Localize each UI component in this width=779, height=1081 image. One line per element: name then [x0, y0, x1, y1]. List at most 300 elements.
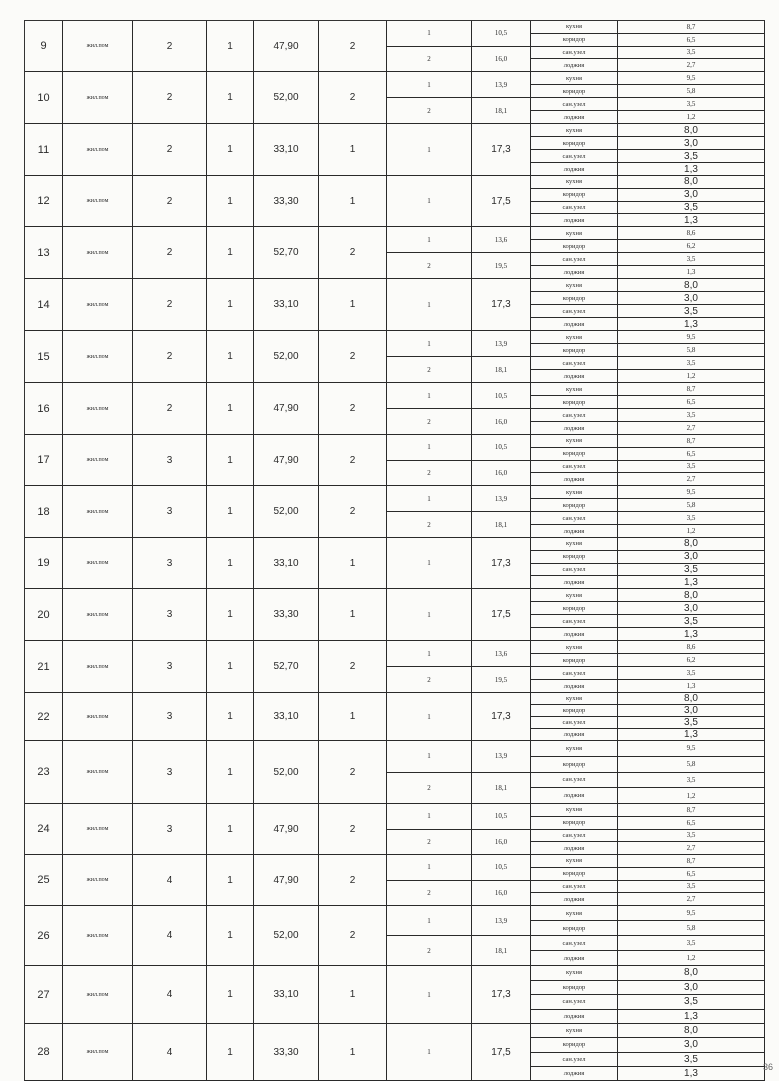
room-index: 2: [427, 837, 431, 846]
apartment-number: 23: [25, 741, 63, 803]
auxiliary-room-name: кухня: [531, 741, 618, 756]
auxiliary-room-area: 6,2: [686, 656, 696, 664]
auxiliary-room-row: [531, 842, 764, 854]
room-index-column: [387, 72, 472, 123]
room-index: 2: [427, 54, 431, 63]
total-area: 52,00: [254, 906, 319, 965]
auxiliary-room-area: 3,5: [684, 717, 698, 728]
living-area-column: [472, 124, 531, 175]
room-living-area: 13,9: [472, 331, 530, 357]
auxiliary-room-area: 2,7: [686, 475, 696, 484]
premises-type: жил.пом: [63, 741, 133, 803]
auxiliary-room-area: 1,3: [684, 628, 698, 640]
auxiliary-room-row: [531, 1067, 764, 1080]
auxiliary-room-row: [531, 773, 764, 789]
premises-type: жил.пом: [63, 279, 133, 330]
auxiliary-room-row: [531, 729, 764, 740]
auxiliary-room-row: [531, 253, 764, 266]
auxiliary-room-area: 1,2: [686, 791, 696, 800]
room-index: 1: [427, 990, 431, 999]
room-living-area: 17,3: [491, 144, 511, 155]
room-index: 1: [387, 486, 471, 512]
table-row: [25, 279, 765, 331]
auxiliary-room-name: сан.узел: [531, 773, 618, 788]
auxiliary-room-row: [531, 435, 764, 448]
auxiliary-room-row: [531, 305, 764, 318]
auxiliary-room-row: [531, 576, 764, 588]
auxiliary-room-row: [531, 512, 764, 525]
auxiliary-room-area: 6,5: [686, 449, 696, 458]
auxiliary-room-row: [531, 615, 764, 628]
floor-number: 3: [133, 804, 207, 854]
auxiliary-room-area: 3,5: [684, 563, 698, 575]
room-index-column: [387, 741, 472, 803]
auxiliary-room-area: 9,5: [686, 74, 696, 82]
room-index-column: [387, 176, 472, 226]
apartment-number: 18: [25, 486, 63, 537]
apartment-number: 10: [25, 72, 63, 123]
room-count: 1: [319, 589, 387, 640]
auxiliary-room-area: 2,7: [686, 424, 696, 432]
room-living-area: 13,9: [472, 486, 530, 512]
auxiliary-room-row: [531, 409, 764, 422]
auxiliary-room-row: [531, 921, 764, 936]
auxiliary-room-row: [531, 788, 764, 803]
auxiliary-room-name: сан.узел: [531, 150, 618, 162]
total-area: 33,10: [254, 124, 319, 175]
auxiliary-room-name: лоджия: [531, 59, 618, 71]
auxiliary-room-row: [531, 318, 764, 330]
auxiliary-rooms: [531, 383, 765, 434]
auxiliary-room-area: 3,0: [684, 1039, 698, 1051]
auxiliary-room-name: сан.узел: [531, 98, 618, 110]
total-area: 47,90: [254, 804, 319, 854]
auxiliary-room-area: 8,7: [686, 805, 696, 814]
section-number: 1: [207, 227, 254, 278]
room-living-area: 17,3: [491, 299, 511, 310]
floor-number: 4: [133, 906, 207, 965]
premises-type: жил.пом: [63, 693, 133, 740]
room-living-area: 10,5: [472, 435, 530, 461]
auxiliary-room-name: лоджия: [531, 1067, 618, 1080]
auxiliary-room-area: 8,0: [684, 693, 698, 704]
room-living-area: 13,6: [472, 227, 530, 253]
auxiliary-room-name: лоджия: [531, 1010, 618, 1024]
room-index: 1: [387, 435, 471, 461]
auxiliary-room-row: [531, 680, 764, 692]
table-row: [25, 538, 765, 589]
room-count: 1: [319, 966, 387, 1023]
room-count: 2: [319, 72, 387, 123]
auxiliary-room-row: [531, 667, 764, 680]
table-row: [25, 331, 765, 383]
auxiliary-room-name: сан.узел: [531, 936, 618, 950]
premises-type: жил.пом: [63, 227, 133, 278]
section-number: 1: [207, 1024, 254, 1080]
auxiliary-room-name: кухня: [531, 124, 618, 136]
auxiliary-room-area: 9,5: [686, 744, 696, 753]
auxiliary-room-name: лоджия: [531, 842, 618, 854]
floor-number: 2: [133, 124, 207, 175]
auxiliary-room-row: [531, 855, 764, 868]
apartment-number: 17: [25, 435, 63, 485]
floor-number: 3: [133, 641, 207, 692]
room-index-column: [387, 279, 472, 330]
floor-number: 3: [133, 538, 207, 588]
auxiliary-room-row: [531, 995, 764, 1010]
total-area: 47,90: [254, 383, 319, 434]
auxiliary-room-name: сан.узел: [531, 409, 618, 421]
auxiliary-room-row: [531, 396, 764, 409]
room-living-area: 16,0: [494, 837, 508, 846]
auxiliary-room-area: 3,5: [684, 150, 698, 162]
floor-number: 2: [133, 383, 207, 434]
room-count: 1: [319, 124, 387, 175]
room-count: 2: [319, 331, 387, 382]
section-number: 1: [207, 435, 254, 485]
living-area-column: [472, 589, 531, 640]
auxiliary-room-row: [531, 1038, 764, 1052]
room-index: 2: [427, 888, 431, 897]
auxiliary-room-area: 3,0: [684, 551, 698, 563]
auxiliary-rooms: [531, 21, 765, 71]
auxiliary-room-name: коридор: [531, 292, 618, 304]
living-area-column: [472, 176, 531, 226]
room-index: 1: [387, 641, 471, 667]
room-index: 1: [427, 197, 431, 205]
floor-number: 2: [133, 72, 207, 123]
table-row: [25, 855, 765, 906]
auxiliary-room-area: 8,0: [684, 589, 698, 601]
auxiliary-room-name: коридор: [531, 705, 618, 716]
auxiliary-room-row: [531, 214, 764, 226]
auxiliary-room-name: лоджия: [531, 318, 618, 330]
auxiliary-rooms: [531, 176, 765, 226]
premises-type: жил.пом: [63, 966, 133, 1023]
auxiliary-room-row: [531, 654, 764, 667]
auxiliary-room-area: 3,5: [686, 255, 696, 263]
room-index: 2: [427, 468, 431, 477]
total-area: 33,10: [254, 693, 319, 740]
auxiliary-room-area: 1,2: [686, 113, 696, 121]
auxiliary-room-area: 9,5: [686, 488, 696, 496]
room-index-column: [387, 804, 472, 854]
total-area: 47,90: [254, 21, 319, 71]
auxiliary-room-area: 1,3: [684, 214, 698, 226]
living-area-column: [472, 21, 531, 71]
auxiliary-room-name: коридор: [531, 34, 618, 46]
apartment-number: 21: [25, 641, 63, 692]
room-count: 2: [319, 227, 387, 278]
room-living-area: 10,5: [472, 21, 530, 47]
room-index-column: [387, 966, 472, 1023]
auxiliary-room-name: коридор: [531, 240, 618, 252]
total-area: 33,10: [254, 279, 319, 330]
room-count: 2: [319, 855, 387, 905]
auxiliary-room-name: кухня: [531, 804, 618, 816]
auxiliary-room-name: сан.узел: [531, 830, 618, 842]
section-number: 1: [207, 804, 254, 854]
section-number: 1: [207, 906, 254, 965]
auxiliary-room-area: 3,5: [686, 669, 696, 677]
auxiliary-room-row: [531, 72, 764, 85]
total-area: 52,70: [254, 227, 319, 278]
auxiliary-room-name: лоджия: [531, 111, 618, 123]
auxiliary-room-name: кухня: [531, 1024, 618, 1037]
auxiliary-room-name: лоджия: [531, 680, 618, 692]
auxiliary-room-row: [531, 422, 764, 434]
auxiliary-room-row: [531, 804, 764, 817]
auxiliary-rooms: [531, 741, 765, 803]
room-index: 1: [387, 383, 471, 409]
total-area: 52,00: [254, 72, 319, 123]
auxiliary-room-name: сан.узел: [531, 615, 618, 627]
auxiliary-room-row: [531, 589, 764, 602]
premises-type: жил.пом: [63, 331, 133, 382]
section-number: 1: [207, 855, 254, 905]
auxiliary-room-row: [531, 868, 764, 881]
auxiliary-rooms: [531, 855, 765, 905]
auxiliary-room-row: [531, 1024, 764, 1038]
auxiliary-room-area: 2,7: [686, 844, 696, 853]
floor-number: 2: [133, 176, 207, 226]
total-area: 52,70: [254, 641, 319, 692]
auxiliary-room-area: 5,8: [686, 924, 696, 932]
auxiliary-room-row: [531, 473, 764, 485]
auxiliary-room-area: 3,5: [686, 462, 696, 471]
auxiliary-room-name: сан.узел: [531, 202, 618, 214]
room-count: 2: [319, 804, 387, 854]
auxiliary-room-name: кухня: [531, 538, 618, 550]
auxiliary-room-area: 8,7: [686, 436, 696, 445]
room-index: 1: [387, 855, 471, 881]
auxiliary-room-area: 6,5: [686, 398, 696, 406]
living-area-column: [472, 966, 531, 1023]
room-living-area: 16,0: [494, 468, 508, 477]
section-number: 1: [207, 21, 254, 71]
table-row: [25, 589, 765, 641]
section-number: 1: [207, 72, 254, 123]
auxiliary-room-area: 3,5: [684, 996, 698, 1008]
section-number: 1: [207, 124, 254, 175]
living-area-column: [472, 906, 531, 965]
auxiliary-room-row: [531, 137, 764, 150]
auxiliary-room-area: 3,5: [686, 882, 696, 891]
auxiliary-rooms: [531, 966, 765, 1023]
auxiliary-room-area: 8,7: [686, 856, 696, 865]
auxiliary-room-row: [531, 357, 764, 370]
room-count: 2: [319, 435, 387, 485]
apartment-number: 19: [25, 538, 63, 588]
floor-number: 3: [133, 435, 207, 485]
room-index-column: [387, 124, 472, 175]
apartment-number: 26: [25, 906, 63, 965]
auxiliary-room-name: лоджия: [531, 729, 618, 740]
room-index-column: [387, 227, 472, 278]
auxiliary-room-area: 6,2: [686, 242, 696, 250]
auxiliary-room-name: лоджия: [531, 525, 618, 537]
living-area-column: [472, 855, 531, 905]
auxiliary-room-row: [531, 817, 764, 830]
auxiliary-room-area: 2,7: [686, 61, 696, 70]
apartment-number: 16: [25, 383, 63, 434]
auxiliary-rooms: [531, 538, 765, 588]
auxiliary-room-row: [531, 448, 764, 461]
auxiliary-room-name: лоджия: [531, 422, 618, 434]
living-area-column: [472, 279, 531, 330]
auxiliary-room-name: коридор: [531, 1038, 618, 1051]
room-living-area: 18,1: [494, 783, 508, 792]
room-index: 1: [387, 21, 471, 47]
room-living-area: 16,0: [494, 54, 508, 63]
auxiliary-room-name: сан.узел: [531, 305, 618, 317]
room-index: 1: [387, 331, 471, 357]
floor-number: 2: [133, 227, 207, 278]
auxiliary-room-row: [531, 266, 764, 278]
room-index: 2: [427, 417, 431, 426]
room-living-area: 13,9: [472, 741, 530, 773]
auxiliary-room-row: [531, 1010, 764, 1024]
auxiliary-room-name: коридор: [531, 981, 618, 995]
auxiliary-room-name: кухня: [531, 906, 618, 920]
auxiliary-room-area: 1,3: [684, 576, 698, 588]
room-index: 1: [387, 741, 471, 773]
premises-type: жил.пом: [63, 906, 133, 965]
auxiliary-room-row: [531, 59, 764, 71]
auxiliary-room-area: 8,0: [684, 967, 698, 979]
room-index-column: [387, 855, 472, 905]
floor-number: 3: [133, 693, 207, 740]
auxiliary-room-name: коридор: [531, 137, 618, 149]
premises-type: жил.пом: [63, 21, 133, 71]
room-living-area: 18,1: [494, 520, 508, 529]
living-area-column: [472, 1024, 531, 1080]
section-number: 1: [207, 966, 254, 1023]
auxiliary-room-area: 3,0: [684, 602, 698, 614]
apartment-number: 28: [25, 1024, 63, 1080]
total-area: 47,90: [254, 855, 319, 905]
auxiliary-room-name: сан.узел: [531, 512, 618, 524]
auxiliary-room-name: коридор: [531, 499, 618, 511]
apartment-number: 20: [25, 589, 63, 640]
auxiliary-room-area: 5,8: [686, 346, 696, 354]
auxiliary-room-row: [531, 202, 764, 215]
auxiliary-room-name: коридор: [531, 551, 618, 563]
room-index: 1: [387, 72, 471, 98]
total-area: 33,30: [254, 1024, 319, 1080]
auxiliary-room-row: [531, 189, 764, 202]
auxiliary-rooms: [531, 331, 765, 382]
room-count: 1: [319, 538, 387, 588]
auxiliary-room-row: [531, 331, 764, 344]
room-index-column: [387, 486, 472, 537]
table-row: [25, 435, 765, 486]
room-living-area: 17,3: [491, 557, 511, 569]
auxiliary-room-area: 3,5: [684, 615, 698, 627]
auxiliary-room-name: коридор: [531, 817, 618, 829]
total-area: 47,90: [254, 435, 319, 485]
auxiliary-room-name: кухня: [531, 641, 618, 653]
premises-type: жил.пом: [63, 435, 133, 485]
apartment-number: 11: [25, 124, 63, 175]
auxiliary-room-row: [531, 693, 764, 705]
auxiliary-room-area: 1,2: [686, 527, 696, 535]
room-living-area: 13,6: [472, 641, 530, 667]
living-area-column: [472, 383, 531, 434]
table-row: [25, 804, 765, 855]
auxiliary-rooms: [531, 589, 765, 640]
auxiliary-room-area: 3,5: [684, 1053, 698, 1065]
auxiliary-room-name: коридор: [531, 448, 618, 460]
room-index-column: [387, 1024, 472, 1080]
premises-type: жил.пом: [63, 486, 133, 537]
premises-type: жил.пом: [63, 176, 133, 226]
auxiliary-room-row: [531, 538, 764, 551]
room-index-column: [387, 21, 472, 71]
auxiliary-room-row: [531, 741, 764, 757]
room-living-area: 10,5: [472, 804, 530, 830]
room-count: 2: [319, 906, 387, 965]
floor-number: 2: [133, 21, 207, 71]
auxiliary-room-area: 8,7: [686, 22, 696, 31]
premises-type: жил.пом: [63, 804, 133, 854]
auxiliary-room-row: [531, 176, 764, 189]
auxiliary-room-name: кухня: [531, 435, 618, 447]
auxiliary-rooms: [531, 693, 765, 740]
room-index: 2: [427, 520, 431, 529]
total-area: 33,10: [254, 966, 319, 1023]
total-area: 33,30: [254, 176, 319, 226]
premises-type: жил.пом: [63, 1024, 133, 1080]
floor-number: 3: [133, 486, 207, 537]
apartment-number: 9: [25, 21, 63, 71]
room-living-area: 13,9: [472, 72, 530, 98]
room-index: 1: [427, 300, 431, 309]
auxiliary-room-area: 8,6: [686, 229, 696, 237]
auxiliary-room-row: [531, 499, 764, 512]
room-index: 2: [427, 261, 431, 270]
auxiliary-room-area: 3,5: [684, 305, 698, 317]
room-living-area: 17,3: [491, 989, 511, 1000]
auxiliary-room-row: [531, 486, 764, 499]
room-living-area: 16,0: [494, 888, 508, 897]
auxiliary-room-name: сан.узел: [531, 1053, 618, 1066]
auxiliary-rooms: [531, 227, 765, 278]
auxiliary-room-name: лоджия: [531, 628, 618, 640]
auxiliary-room-row: [531, 981, 764, 996]
auxiliary-room-name: кухня: [531, 855, 618, 867]
section-number: 1: [207, 693, 254, 740]
auxiliary-room-row: [531, 383, 764, 396]
section-number: 1: [207, 383, 254, 434]
auxiliary-room-row: [531, 1053, 764, 1067]
premises-type: жил.пом: [63, 589, 133, 640]
auxiliary-room-row: [531, 279, 764, 292]
premises-type: жил.пом: [63, 641, 133, 692]
section-number: 1: [207, 279, 254, 330]
premises-type: жил.пом: [63, 538, 133, 588]
auxiliary-room-row: [531, 47, 764, 60]
auxiliary-room-area: 3,0: [684, 137, 698, 149]
table-row: [25, 21, 765, 72]
auxiliary-room-name: кухня: [531, 331, 618, 343]
table-row: [25, 693, 765, 741]
auxiliary-room-name: коридор: [531, 757, 618, 772]
room-living-area: 10,5: [472, 383, 530, 409]
auxiliary-room-row: [531, 227, 764, 240]
auxiliary-room-name: кухня: [531, 72, 618, 84]
section-number: 1: [207, 641, 254, 692]
